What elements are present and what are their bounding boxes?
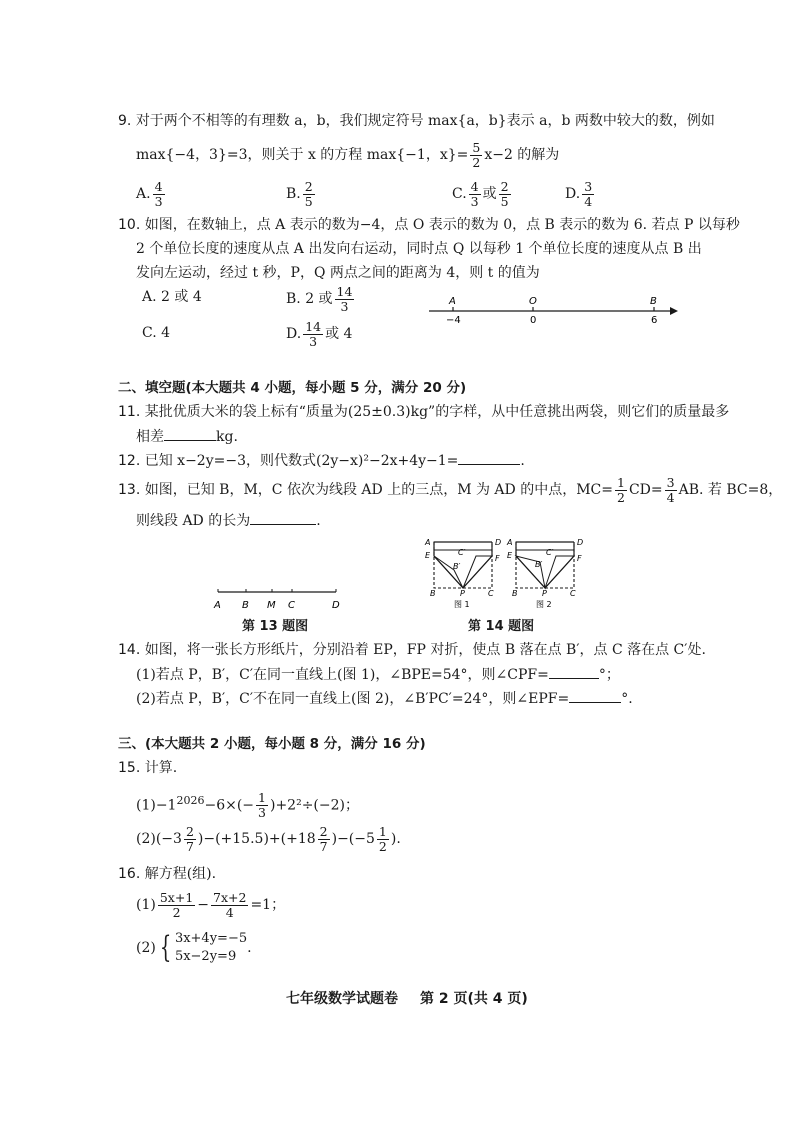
q14-caption: 第 14 题图	[468, 619, 535, 634]
seg-label-b: B	[242, 600, 249, 611]
svg-text:A: A	[507, 538, 513, 547]
number-line-arrow	[670, 307, 678, 315]
value-a-label: −4	[446, 315, 461, 325]
q9-text-2b: x−2 的解为	[484, 147, 560, 163]
q11-line2: 相差 kg.	[136, 426, 238, 447]
brace-icon: {	[159, 930, 172, 965]
q10-option-b[interactable]: B. 2 或 $\frac{14}{3}$	[286, 283, 353, 314]
svg-text:P: P	[460, 589, 465, 598]
q9-fraction: $\frac{5}{2}$	[472, 139, 481, 170]
q13-answer-blank[interactable]	[250, 510, 316, 525]
q14-2-answer-blank[interactable]	[569, 688, 621, 703]
q16-part1: (1) $\frac{5x+1}{2}$ − $\frac{7x+2}{4}$ =1；	[136, 889, 286, 920]
q9-text-2a: max{−4，3}=3，则关于 x 的方程 max{−1，x}=	[136, 147, 469, 163]
q15-title: 15. 计算.	[118, 760, 178, 776]
q10-line1: 10. 如图，在数轴上，点 A 表示的数为−4，点 O 表示的数为 0，点 B 表示的数为 6. 若点 P 以每秒	[118, 217, 740, 233]
q9-option-c[interactable]: C. $\frac{4}{3}$ 或 $\frac{2}{5}$	[452, 178, 509, 209]
svg-text:B′: B′	[535, 560, 543, 569]
svg-text:D: D	[495, 538, 502, 547]
svg-text:B: B	[512, 589, 518, 598]
q10-option-a[interactable]: A. 2 或 4	[142, 289, 202, 305]
q14-line1: 14. 如图，将一张长方形纸片，分别沿着 EP，FP 对折，使点 B 落在点 B′，点 C 落在点 C′处.	[118, 642, 706, 658]
q14-figure-1	[424, 538, 501, 609]
point-o-label: O	[529, 296, 537, 307]
q9-line1	[118, 111, 715, 131]
svg-text:D: D	[577, 538, 584, 547]
point-b-label: B	[650, 296, 657, 307]
q9-line2	[136, 139, 559, 171]
svg-text:E: E	[425, 551, 431, 560]
svg-text:E: E	[507, 551, 513, 560]
point-a-label: A	[449, 296, 456, 307]
footer-title: 七年级数学试题卷	[286, 991, 398, 1007]
seg-label-m: M	[267, 600, 276, 611]
q10-line3: 发向左运动，经过 t 秒，P，Q 两点之间的距离为 4，则 t 的值为	[136, 265, 540, 281]
q14-figures	[418, 534, 588, 612]
q9-number: 9.	[118, 113, 132, 129]
q10-option-c[interactable]: C. 4	[142, 325, 171, 341]
value-o-label: 0	[530, 315, 537, 325]
q16-part2: (2) { 3x+4y=−5 5x−2y=9 .	[136, 930, 252, 965]
svg-text:图 1: 图 1	[454, 600, 470, 609]
q14-1-answer-blank[interactable]	[549, 664, 599, 679]
q14-line3: (2)若点 P，B′，C′不在同一直线上(图 2)，∠B′PC′=24°，则∠EPF= °.	[136, 688, 633, 709]
q13-line1: 13. 如图，已知 B，M，C 依次为线段 AD 上的三点，M 为 AD 的中点，MC= $\frac{1}{2}$ CD= $\frac{3}{4}$ AB. 若 BC=8，	[118, 474, 783, 505]
value-b-label: 6	[651, 315, 658, 325]
q15-part2: (2)(−3 $\frac{2}{7}$ )−(+15.5)+(+18 $\frac{2}{7}$ )−(−5 $\frac{1}{2}$ ).	[136, 823, 401, 854]
svg-text:A: A	[425, 538, 431, 547]
q11-line1: 11. 某批优质大米的袋上标有“质量为(25±0.3)kg”的字样，从中任意挑出两袋，则它们的质量最多	[118, 404, 730, 420]
q12-line: 12. 已知 x−2y=−3，则代数式(2y−x)²−2x+4y−1= .	[118, 450, 525, 471]
svg-text:C′: C′	[546, 548, 554, 557]
svg-text:P: P	[542, 589, 547, 598]
q14-line2: (1)若点 P，B′，C′在同一直线上(图 1)，∠BPE=54°，则∠CPF= °；	[136, 664, 620, 685]
seg-label-a: A	[214, 600, 221, 611]
svg-text:F: F	[577, 554, 582, 563]
svg-text:C: C	[488, 589, 494, 598]
svg-text:B: B	[430, 589, 436, 598]
q9-option-d[interactable]: D. $\frac{3}{4}$	[565, 178, 593, 209]
svg-text:图 2: 图 2	[536, 600, 552, 609]
q10-line2: 2 个单位长度的速度从点 A 出发向右运动，同时点 Q 以每秒 1 个单位长度的速度从点 B 出	[136, 241, 702, 257]
q14-figure-2	[506, 538, 583, 609]
svg-text:B′: B′	[453, 562, 461, 571]
q10-number: 10.	[118, 217, 141, 233]
svg-text:C′: C′	[458, 548, 466, 557]
q12-answer-blank[interactable]	[458, 450, 520, 465]
q15-part1: $(1)-1^{2026}-6\times(-$ $\frac{1}{3}$ )+2²÷(−2)；	[136, 790, 359, 821]
q9-option-b[interactable]: B. $\frac{2}{5}$	[286, 178, 313, 209]
q9-text-1: 对于两个不相等的有理数 a，b，我们规定符号 max{a，b}表示 a，b 两数中较大的数，例如	[135, 113, 715, 129]
q13-segment-figure	[208, 584, 348, 612]
seg-label-c: C	[288, 600, 295, 611]
q10-option-d[interactable]: D. $\frac{14}{3}$ 或 4	[286, 318, 353, 349]
q9-option-a[interactable]: A. $\frac{4}{3}$	[136, 178, 163, 209]
svg-text:C: C	[570, 589, 576, 598]
q13-caption: 第 13 题图	[242, 619, 309, 634]
footer-page-number: 第 2 页(共 4 页)	[420, 991, 528, 1007]
svg-text:F: F	[495, 554, 500, 563]
seg-label-d: D	[332, 600, 340, 611]
section-2-title: 二、填空题(本大题共 4 小题，每小题 5 分，满分 20 分)	[118, 380, 467, 396]
section-3-title: 三、(本大题共 2 小题，每小题 8 分，满分 16 分)	[118, 736, 426, 752]
q16-title: 16. 解方程(组).	[118, 866, 217, 882]
q10-number-line	[425, 293, 680, 325]
q13-line2: 则线段 AD 的长为 .	[136, 510, 321, 531]
q11-answer-blank[interactable]	[164, 426, 216, 441]
